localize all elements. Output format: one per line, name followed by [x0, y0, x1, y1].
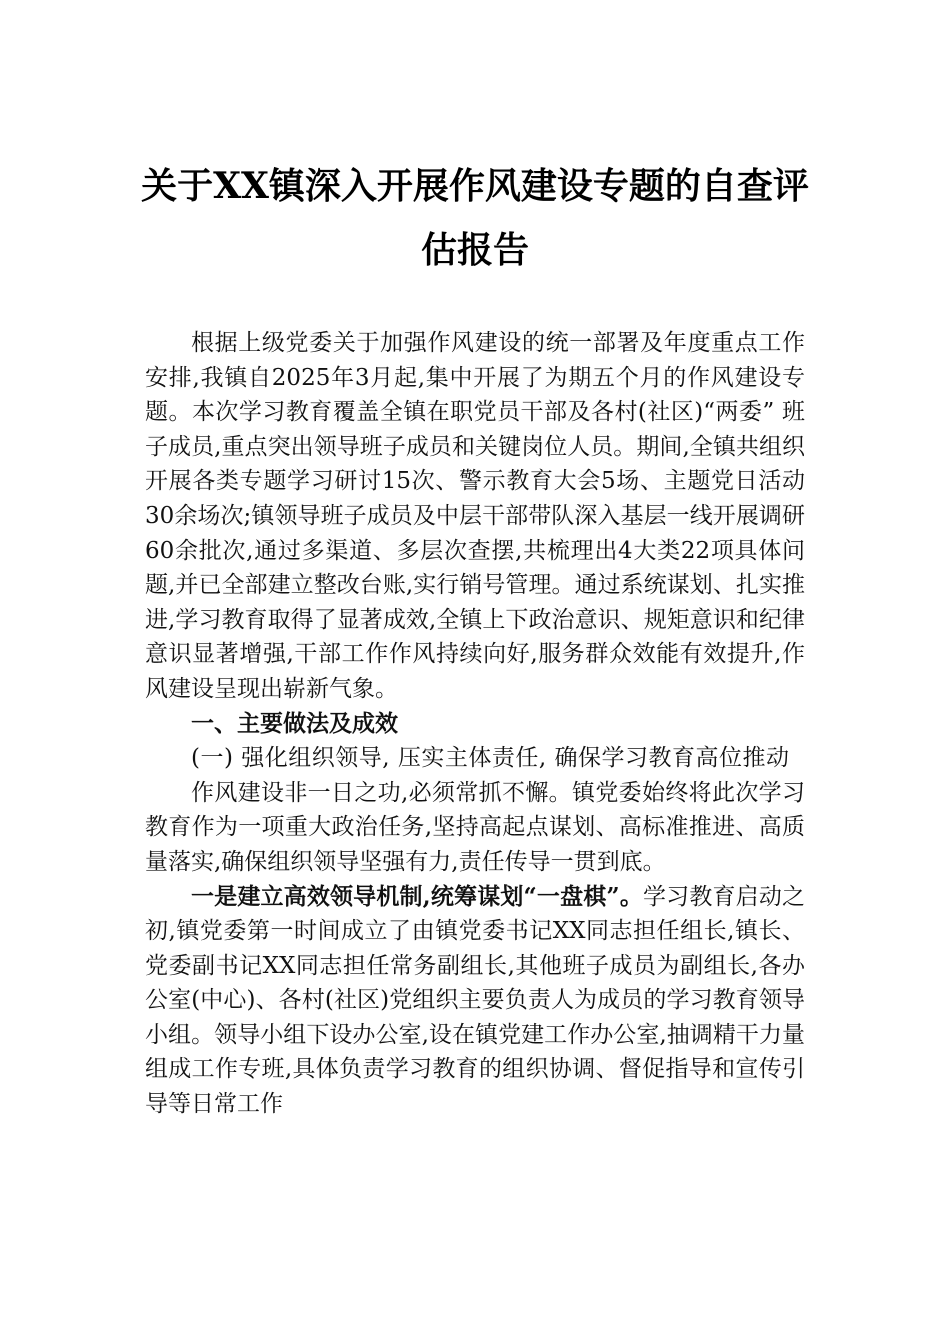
point-body-text: 学习教育启动之初,镇党委第一时间成立了由镇党委书记XX同志担任组长,镇长、党委副书记XX同志担任常务副组长,其他班子成员为副组长,各办公室(中心)、各村(社区)党组织主要负责人为成员的学习教育领导小组。领导小组下设办公室,设在镇党建工作办公室,抽调精干力量组成工作专班,具体负责学习教育的组织协调、督促指导和宣传引导等日常工作: [145, 883, 806, 1118]
intro-paragraph: 根据上级党委关于加强作风建设的统一部署及年度重点工作安排,我镇自2025年3月起,集中开展了为期五个月的作风建设专题。本次学习教育覆盖全镇在职党员干部及各村(社区)“两委” 班子成员,重点突出领导班子成员和关键岗位人员。期间,全镇共组织开展各类专题学习研讨15次、警示教育大会5场、主题党日活动30余场次;镇领导班子成员及中层干部带队深入基层一线开展调研60余批次,通过多渠道、多层次查摆,共梳理出4大类22项具体问题,并已全部建立整改台账,实行销号管理。通过系统谋划、扎实推进,学习教育取得了显著成效,全镇上下政治意识、规矩意识和纪律意识显著增强,干部工作作风持续向好,服务群众效能有效提升,作风建设呈现出崭新气象。: [145, 330, 805, 702]
subsection-heading: (一) 强化组织领导, 压实主体责任, 确保学习教育高位推动: [191, 745, 790, 772]
point-paragraph: [145, 880, 805, 1122]
document-body: [145, 326, 805, 1122]
point-lead-text: 一是建立高效领导机制,统筹谋划“一盘棋”。: [191, 882, 643, 910]
subsection-paragraph: 作风建设非一日之功,必须常抓不懈。镇党委始终将此次学习教育作为一项重大政治任务,坚持高起点谋划、高标准推进、高质量落实,确保组织领导坚强有力,责任传导一贯到底。: [145, 779, 805, 875]
section-heading: 一、主要做法及成效: [191, 710, 398, 737]
document-title-line-1: 关于XX镇深入开展作风建设专题的自查评: [141, 165, 809, 207]
document-title-line-2: 估报告: [420, 229, 529, 271]
